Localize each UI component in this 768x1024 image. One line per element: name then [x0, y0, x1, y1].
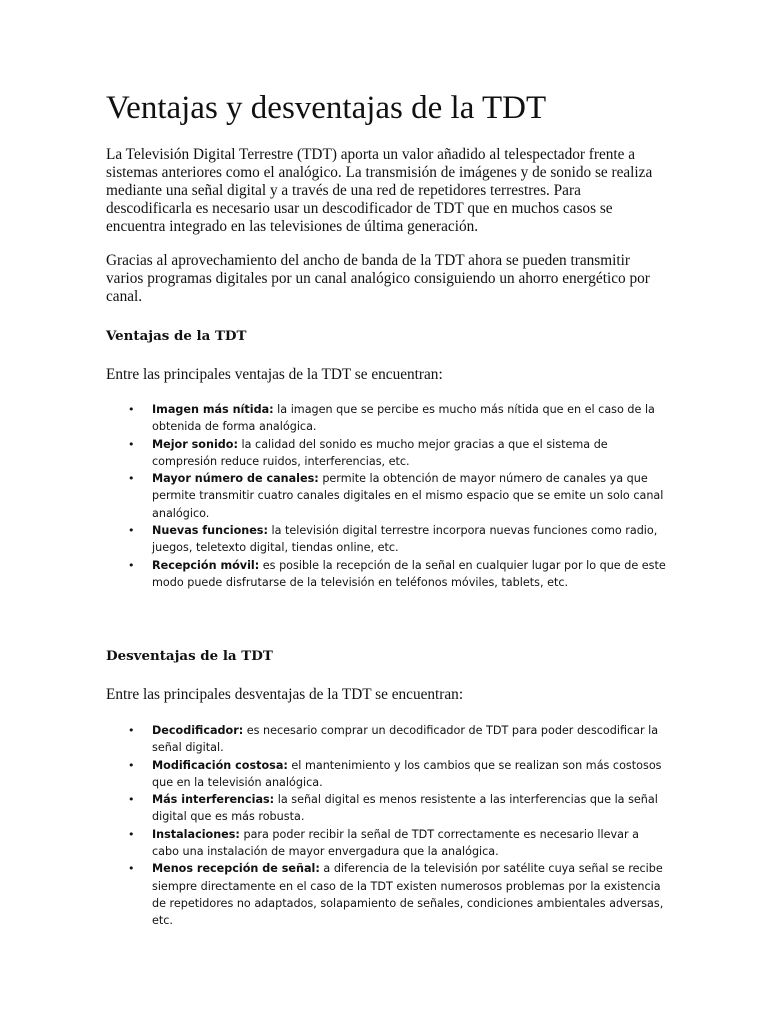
item-text: permite la obtención de mayor número de canales ya que permite transmitir cuatro canales digitales en el mismo espacio que se emite un solo canal analógico.: [152, 472, 664, 520]
bullet-icon: •: [128, 793, 135, 807]
list-item: [106, 436, 666, 471]
bullet-icon: •: [128, 558, 135, 572]
list-item: [106, 470, 666, 522]
page-title: Ventajas y desventajas de la TDT: [106, 90, 547, 126]
list-item: [106, 522, 666, 557]
bullet-icon: •: [128, 724, 135, 737]
bullet-icon: •: [128, 827, 135, 841]
list-item: [106, 557, 666, 592]
bullet-icon: •: [128, 524, 135, 538]
item-term: Recepción móvil:: [152, 558, 260, 572]
list-item: [106, 826, 666, 861]
item-term: Mayor número de canales:: [152, 472, 319, 486]
item-text: la calidad del sonido es mucho mejor gracias a que el sistema de compresión reduce ruidos, interferencias, etc.: [152, 437, 608, 468]
bullet-icon: •: [128, 472, 135, 486]
desventajas-heading: Desventajas de la TDT: [106, 648, 273, 664]
bullet-icon: •: [128, 437, 135, 451]
list-item: [106, 722, 666, 757]
item-text: la televisión digital terrestre incorpora nuevas funciones como radio, juegos, teletexto digital, tiendas online, etc.: [152, 524, 658, 555]
ventajas-list: [106, 401, 666, 591]
item-term: Instalaciones:: [152, 827, 240, 841]
desventajas-lead: Entre las principales desventajas de la TDT se encuentran:: [106, 686, 464, 703]
item-text: la señal digital es menos resistente a las interferencias que la señal digital que es más robusta.: [152, 793, 658, 824]
item-term: Menos recepción de señal:: [152, 862, 320, 876]
item-term: Más interferencias:: [152, 793, 275, 807]
intro-paragraph-2: Gracias al aprovechamiento del ancho de banda de la TDT ahora se pueden transmitir varios programas digitales por un canal analógico consiguiendo un ahorro energético por canal.: [106, 252, 650, 305]
item-term: Decodificador:: [152, 724, 244, 737]
list-item: [106, 791, 666, 826]
item-text: es necesario comprar un decodificador de TDT para poder descodificar la señal digital.: [152, 724, 659, 755]
desventajas-list: [106, 722, 666, 930]
item-term: Modificación costosa:: [152, 758, 288, 772]
list-item: [106, 757, 666, 792]
item-text: para poder recibir la señal de TDT correctamente es necesario llevar a cabo una instalación de mayor envergadura que la analógica.: [152, 827, 639, 859]
item-text: la imagen que se percibe es mucho más nítida que en el caso de la obtenida de forma analógica.: [152, 403, 655, 434]
item-term: Mejor sonido:: [152, 437, 238, 451]
item-text: el mantenimiento y los cambios que se realizan son más costosos que en la televisión analógica.: [152, 758, 662, 789]
list-item: [106, 401, 666, 436]
bullet-icon: •: [128, 758, 135, 772]
intro-paragraph-1: La Televisión Digital Terrestre (TDT) aporta un valor añadido al telespectador frente a sistemas anteriores como el analógico. La transmisión de imágenes y de sonido se realiza mediante una señal digital y a través de una red de repetidores terrestres. Para descodificarla es necesario usar un descodificador de TDT que en muchos casos se encuentra integrado en las televisiones de última generación.: [106, 146, 653, 235]
item-term: Imagen más nítida:: [152, 403, 274, 416]
ventajas-lead: Entre las principales ventajas de la TDT se encuentran:: [106, 366, 443, 383]
item-term: Nuevas funciones:: [152, 524, 268, 538]
list-item: [106, 860, 666, 929]
bullet-icon: •: [128, 862, 135, 876]
item-text: es posible la recepción de la señal en cualquier lugar por lo que de este modo puede disfrutarse de la televisión en teléfonos móviles, tablets, etc.: [152, 558, 666, 589]
item-text: a diferencia de la televisión por satélite cuya señal se recibe siempre directamente en el caso de la TDT existen numerosos problemas por la existencia de repetidores no adaptados, solapamiento de señales, condiciones ambientales adversas, etc.: [152, 862, 664, 928]
ventajas-heading: Ventajas de la TDT: [106, 328, 247, 344]
bullet-icon: •: [128, 403, 135, 416]
